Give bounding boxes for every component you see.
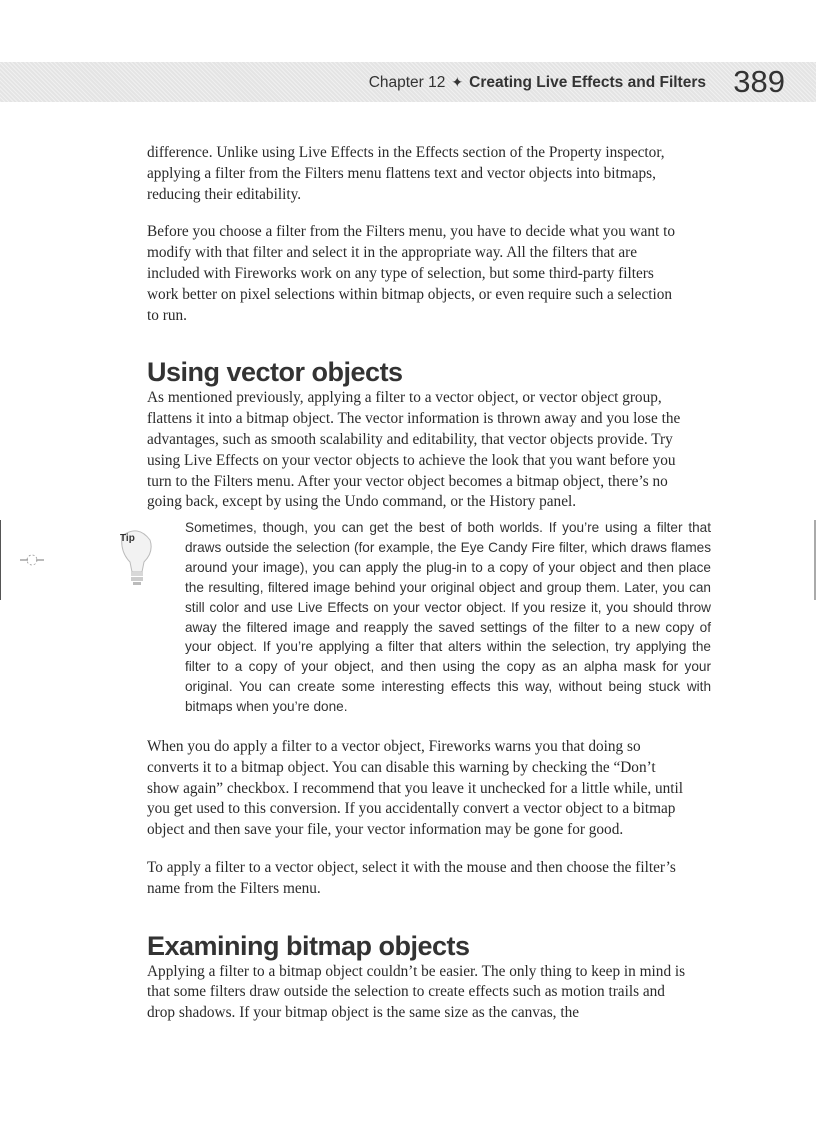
header-separator: ✦ — [451, 74, 464, 90]
tip-text: Sometimes, though, you can get the best of both worlds. If you’re using a filter that draws outside the selection (for example, the Eye Candy Fire filter, which draws flames around your image), you can apply the plug-in to a copy of your object and then place the resulting, filtered image behind your original object and group them. Later, you can still color and use Live Effects on your vector object. If you resize it, you should throw away the filtered image and reapply the saved settings of the filter to a new copy of your object. If you’re applying a filter that alters within the selection, try applying the filter to a copy of your object, and then using the copy as an alpha mask for your original. You can create some interesting effects this way, without being stuck with bitmaps when you’re done. — [185, 520, 711, 715]
crop-mark-right — [780, 520, 816, 600]
lightbulb-icon — [112, 522, 158, 588]
body-paragraph: To apply a filter to a vector object, select it with the mouse and then choose the filter’s name from the Filters menu. — [147, 858, 676, 897]
crop-mark-left — [0, 520, 50, 600]
chapter-label: Chapter 12 — [368, 74, 446, 91]
body-paragraph: difference. Unlike using Live Effects in the Effects section of the Property inspector, applying a filter from the Filters menu flattens text and vector objects into bitmaps, reducing their editability. — [147, 144, 665, 203]
section-heading-bitmap-objects: Examining bitmap objects — [147, 930, 470, 961]
section-heading-vector-objects: Using vector objects — [147, 357, 403, 388]
chapter-title: Creating Live Effects and Filters — [469, 74, 706, 91]
main-content-lower — [147, 737, 687, 1024]
body-paragraph: Before you choose a filter from the Filters menu, you have to decide what you want to modify with that filter and select it in the appropriate way. All the filters that are included with Fireworks work on any type of selection, but some third-party filters work better on pixel selections within bitmap objects, or even require such a selection to run. — [147, 223, 676, 324]
page-number: 389 — [733, 64, 785, 99]
main-content — [147, 143, 687, 513]
body-paragraph: As mentioned previously, applying a filter to a vector object, or vector object group, flattens it into a bitmap object. The vector information is thrown away and you lose the advantages, such as smooth scalability and editability, that vector objects provide. Try using Live Effects on your vector objects to achieve the look that you want before you turn to the Filters menu. After your vector object becomes a bitmap object, there’s no going back, except by using the Undo command, or the History panel. — [147, 389, 681, 511]
tip-label: Tip — [120, 533, 135, 544]
body-paragraph: Applying a filter to a bitmap object couldn’t be easier. The only thing to keep in mind is that some filters draw outside the selection to create effects such as motion trails and drop shadows. If your bitmap object is the same size as the canvas, the — [147, 962, 686, 1022]
running-header — [369, 70, 706, 94]
body-paragraph: When you do apply a filter to a vector object, Fireworks warns you that doing so converts it to a bitmap object. You can disable this warning by checking the “Don’t show again” checkbox. I recommend that you leave it unchecked for a little while, until you get used to this conversion. If you accidentally convert a vector object to a bitmap object and then save your file, your vector information may be gone for good. — [147, 738, 684, 839]
